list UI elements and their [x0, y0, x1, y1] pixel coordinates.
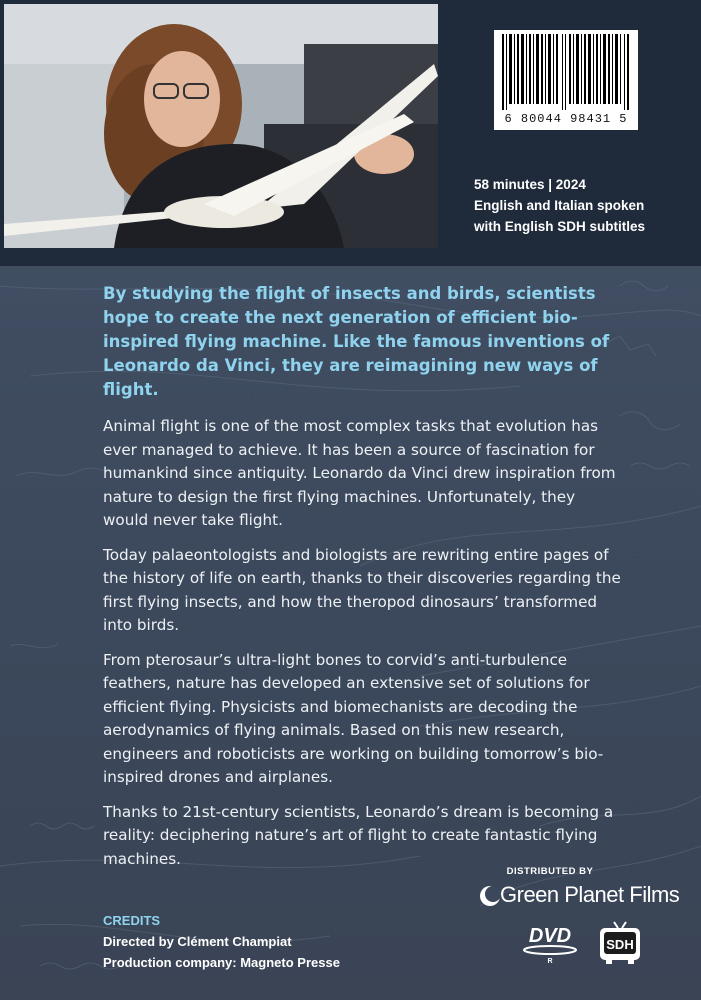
dvd-logo-text: DVD	[528, 925, 572, 947]
runtime-year: 58 minutes | 2024	[474, 177, 586, 192]
synopsis	[103, 282, 623, 882]
dvd-registered-mark: R	[547, 958, 553, 964]
director-credit: Directed by Clément Champiat	[103, 934, 292, 949]
credits	[103, 910, 423, 973]
disc-specs	[474, 174, 694, 237]
languages: English and Italian spoken	[474, 198, 645, 213]
production-credit: Production company: Magneto Presse	[103, 955, 340, 970]
sdh-label: SDH	[606, 937, 634, 952]
dvd-video-logo-icon	[520, 924, 584, 964]
barcode-number: 6 80044 98431 5	[504, 112, 628, 126]
distributed-by-label: DISTRIBUTED BY	[506, 866, 594, 877]
barcode-bars	[502, 34, 630, 110]
distributor-name: Green Planet Films	[500, 882, 680, 907]
green-planet-logo-icon	[478, 884, 500, 908]
barcode	[494, 30, 638, 130]
synopsis-paragraph: Animal flight is one of the most complex tasks that evolution has ever managed to achieve. It has been a source of fascination for humankind since antiquity. Leonardo da Vinci drew inspiration from nature to design the first flying machines. Unfortunately, they would never take flight.	[103, 417, 616, 529]
synopsis-paragraph: Today palaeontologists and biologists are rewriting entire pages of the history of life on earth, thanks to their discoveries regarding the first flying insects, and how the theropod dinosaurs’ transformed into birds.	[103, 545, 621, 634]
synopsis-paragraph: From pterosaur’s ultra-light bones to corvid’s anti-turbulence feathers, nature has developed an extensive set of solutions for efficient flying. Physicists and biomechanists are decoding the aerodynamics of flying animals. Based on this new research, engineers and roboticists are working on building tomorrow’s bio-inspired drones and airplanes.	[103, 650, 604, 786]
sdh-tv-icon	[598, 920, 642, 966]
subtitles: with English SDH subtitles	[474, 219, 646, 234]
distributor	[478, 866, 688, 907]
tagline: By studying the flight of insects and birds, scientists hope to create the next generation of efficient bio-inspired flying machine. Like the famous inventions of Leonardo da Vinci, they are reimagining new ways of flight.	[103, 284, 610, 399]
credits-heading: CREDITS	[103, 913, 161, 928]
cover-photo	[4, 4, 438, 248]
synopsis-paragraph: Thanks to 21st-century scientists, Leonardo’s dream is becoming a reality: deciphering nature’s art of flight to create fantastic flying machines.	[103, 802, 614, 868]
